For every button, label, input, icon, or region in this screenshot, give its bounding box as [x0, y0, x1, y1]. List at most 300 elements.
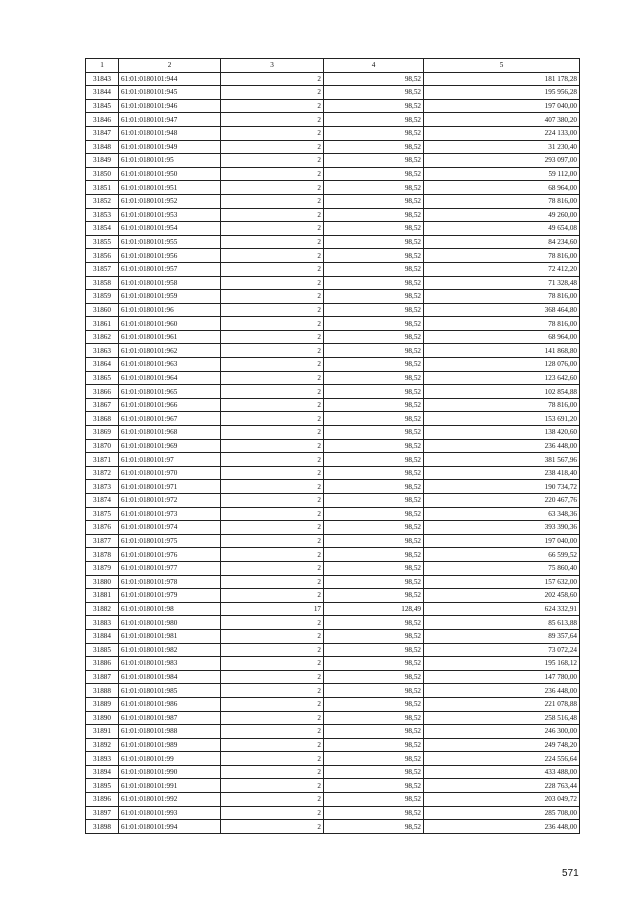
table-cell: 61:01:0180101:992: [119, 793, 221, 807]
table-row: [86, 602, 580, 616]
table-cell: 31850: [86, 167, 119, 181]
table-cell: 2: [221, 629, 324, 643]
table-cell: 78 816,00: [424, 194, 580, 208]
table-cell: 190 734,72: [424, 480, 580, 494]
table-cell: 2: [221, 521, 324, 535]
table-cell: 31873: [86, 480, 119, 494]
table-cell: 98,52: [324, 521, 424, 535]
table-cell: 31869: [86, 426, 119, 440]
table-cell: 59 112,00: [424, 167, 580, 181]
table-cell: 128,49: [324, 602, 424, 616]
table-cell: 2: [221, 575, 324, 589]
table-cell: 31889: [86, 697, 119, 711]
table-cell: 31886: [86, 657, 119, 671]
table-cell: 98,52: [324, 711, 424, 725]
table-cell: 98,52: [324, 657, 424, 671]
table-row: [86, 738, 580, 752]
table-cell: 98,52: [324, 194, 424, 208]
table-cell: 31894: [86, 765, 119, 779]
table-row: [86, 140, 580, 154]
table-cell: 61:01:0180101:955: [119, 235, 221, 249]
table-cell: 128 076,00: [424, 358, 580, 372]
table-row: [86, 793, 580, 807]
table-cell: 98,52: [324, 371, 424, 385]
table-cell: 31867: [86, 398, 119, 412]
table-cell: 61:01:0180101:948: [119, 126, 221, 140]
table-cell: 31870: [86, 439, 119, 453]
table-cell: 98,52: [324, 494, 424, 508]
table-cell: 61:01:0180101:988: [119, 725, 221, 739]
table-cell: 31893: [86, 752, 119, 766]
table-row: [86, 330, 580, 344]
table-cell: 61:01:0180101:952: [119, 194, 221, 208]
table-cell: 407 380,20: [424, 113, 580, 127]
table-cell: 2: [221, 779, 324, 793]
table-cell: 31 230,40: [424, 140, 580, 154]
table-cell: 71 328,48: [424, 276, 580, 290]
table-cell: 98,52: [324, 616, 424, 630]
table-row: [86, 358, 580, 372]
table-cell: 31874: [86, 494, 119, 508]
table-cell: 31897: [86, 806, 119, 820]
table-row: [86, 507, 580, 521]
table-row: [86, 371, 580, 385]
table-cell: 61:01:0180101:975: [119, 534, 221, 548]
table-cell: 31855: [86, 235, 119, 249]
table-cell: 61:01:0180101:96: [119, 303, 221, 317]
table-cell: 31872: [86, 466, 119, 480]
table-cell: 31860: [86, 303, 119, 317]
table-cell: 98,52: [324, 575, 424, 589]
table-cell: 2: [221, 820, 324, 834]
table-cell: 78 816,00: [424, 249, 580, 263]
table-cell: 2: [221, 561, 324, 575]
table-cell: 236 448,00: [424, 820, 580, 834]
table-cell: 61:01:0180101:981: [119, 629, 221, 643]
table-cell: 197 040,00: [424, 534, 580, 548]
table-cell: 31858: [86, 276, 119, 290]
table-cell: 98,52: [324, 534, 424, 548]
table-cell: 236 448,00: [424, 684, 580, 698]
table-row: [86, 344, 580, 358]
table-cell: 31856: [86, 249, 119, 263]
table-cell: 147 780,00: [424, 670, 580, 684]
table-cell: 61:01:0180101:968: [119, 426, 221, 440]
table-cell: 31866: [86, 385, 119, 399]
table-cell: 2: [221, 371, 324, 385]
table-row: [86, 262, 580, 276]
table-cell: 2: [221, 412, 324, 426]
table-cell: 123 642,60: [424, 371, 580, 385]
table-cell: 98,52: [324, 412, 424, 426]
table-cell: 61:01:0180101:961: [119, 330, 221, 344]
table-cell: 2: [221, 317, 324, 331]
table-cell: 61:01:0180101:957: [119, 262, 221, 276]
table-cell: 31891: [86, 725, 119, 739]
table-cell: 98,52: [324, 276, 424, 290]
table-cell: 221 078,88: [424, 697, 580, 711]
table-row: [86, 86, 580, 100]
table-cell: 2: [221, 249, 324, 263]
table-cell: 98,52: [324, 738, 424, 752]
table-cell: 98,52: [324, 765, 424, 779]
table-cell: 98,52: [324, 167, 424, 181]
table-cell: 78 816,00: [424, 317, 580, 331]
table-cell: 2: [221, 262, 324, 276]
table-cell: 98,52: [324, 697, 424, 711]
table-row: [86, 99, 580, 113]
table-row: [86, 616, 580, 630]
table-cell: 66 599,52: [424, 548, 580, 562]
table-cell: 224 556,64: [424, 752, 580, 766]
table-cell: 68 964,00: [424, 330, 580, 344]
table-cell: 98,52: [324, 317, 424, 331]
table-cell: 61:01:0180101:991: [119, 779, 221, 793]
table-row: [86, 181, 580, 195]
table-cell: 2: [221, 303, 324, 317]
table-cell: 2: [221, 670, 324, 684]
table-row: [86, 222, 580, 236]
table-cell: 624 332,91: [424, 602, 580, 616]
table-cell: 78 816,00: [424, 398, 580, 412]
table-cell: 73 072,24: [424, 643, 580, 657]
table-cell: 98,52: [324, 779, 424, 793]
table-cell: 2: [221, 548, 324, 562]
table-cell: 31868: [86, 412, 119, 426]
table-cell: 49 260,00: [424, 208, 580, 222]
table-cell: 98,52: [324, 507, 424, 521]
table-cell: 61:01:0180101:959: [119, 290, 221, 304]
table-cell: 61:01:0180101:944: [119, 72, 221, 86]
table-cell: 31853: [86, 208, 119, 222]
table-cell: 2: [221, 276, 324, 290]
table-row: [86, 629, 580, 643]
table-cell: 31875: [86, 507, 119, 521]
table-cell: 31890: [86, 711, 119, 725]
table-cell: 31876: [86, 521, 119, 535]
table-cell: 75 860,40: [424, 561, 580, 575]
table-cell: 258 516,48: [424, 711, 580, 725]
table-row: [86, 521, 580, 535]
table-row: [86, 276, 580, 290]
table-cell: 61:01:0180101:994: [119, 820, 221, 834]
table-cell: 202 458,60: [424, 589, 580, 603]
table-cell: 31877: [86, 534, 119, 548]
table-row: [86, 480, 580, 494]
table-cell: 61:01:0180101:983: [119, 657, 221, 671]
table-cell: 31862: [86, 330, 119, 344]
table-cell: 98,52: [324, 670, 424, 684]
table-cell: 2: [221, 494, 324, 508]
table-cell: 98,52: [324, 480, 424, 494]
table-cell: 228 763,44: [424, 779, 580, 793]
table-row: [86, 548, 580, 562]
table-cell: 31851: [86, 181, 119, 195]
table-cell: 98,52: [324, 820, 424, 834]
table-cell: 61:01:0180101:965: [119, 385, 221, 399]
table-cell: 31871: [86, 453, 119, 467]
table-cell: 31884: [86, 629, 119, 643]
table-cell: 89 357,64: [424, 629, 580, 643]
table-cell: 98,52: [324, 466, 424, 480]
column-header-2: 2: [119, 59, 221, 73]
table-cell: 61:01:0180101:976: [119, 548, 221, 562]
table-cell: 2: [221, 711, 324, 725]
table-cell: 141 868,80: [424, 344, 580, 358]
table-cell: 31885: [86, 643, 119, 657]
table-cell: 31844: [86, 86, 119, 100]
table-cell: 61:01:0180101:97: [119, 453, 221, 467]
page-number: 571: [562, 868, 579, 879]
table-cell: 31887: [86, 670, 119, 684]
table-cell: 61:01:0180101:966: [119, 398, 221, 412]
table-cell: 98,52: [324, 398, 424, 412]
table-row: [86, 765, 580, 779]
table-row: [86, 643, 580, 657]
table-cell: 61:01:0180101:989: [119, 738, 221, 752]
table-cell: 31895: [86, 779, 119, 793]
table-cell: 72 412,20: [424, 262, 580, 276]
table-cell: 98,52: [324, 453, 424, 467]
table-cell: 31883: [86, 616, 119, 630]
table-row: [86, 235, 580, 249]
table-cell: 98,52: [324, 72, 424, 86]
column-header-3: 3: [221, 59, 324, 73]
table-cell: 61:01:0180101:978: [119, 575, 221, 589]
table-cell: 98,52: [324, 439, 424, 453]
table-cell: 2: [221, 439, 324, 453]
table-cell: 98,52: [324, 126, 424, 140]
table-cell: 31849: [86, 154, 119, 168]
column-header-5: 5: [424, 59, 580, 73]
table-cell: 2: [221, 167, 324, 181]
table-cell: 2: [221, 534, 324, 548]
table-row: [86, 820, 580, 834]
table-cell: 61:01:0180101:972: [119, 494, 221, 508]
table-row: [86, 412, 580, 426]
table-cell: 61:01:0180101:973: [119, 507, 221, 521]
table-row: [86, 806, 580, 820]
table-cell: 197 040,00: [424, 99, 580, 113]
table-cell: 2: [221, 208, 324, 222]
table-row: [86, 779, 580, 793]
table-row: [86, 439, 580, 453]
table-cell: 98,52: [324, 358, 424, 372]
table-cell: 203 049,72: [424, 793, 580, 807]
table-cell: 102 854,88: [424, 385, 580, 399]
table-cell: 98,52: [324, 548, 424, 562]
table-cell: 84 234,60: [424, 235, 580, 249]
table-cell: 2: [221, 222, 324, 236]
column-header-4: 4: [324, 59, 424, 73]
table-cell: 2: [221, 793, 324, 807]
table-row: [86, 752, 580, 766]
table-row: [86, 113, 580, 127]
table-cell: 61:01:0180101:969: [119, 439, 221, 453]
table-cell: 31896: [86, 793, 119, 807]
table-cell: 61:01:0180101:954: [119, 222, 221, 236]
table-row: [86, 657, 580, 671]
table-row: [86, 466, 580, 480]
table-cell: 98,52: [324, 344, 424, 358]
table-row: [86, 684, 580, 698]
table-cell: 98,52: [324, 208, 424, 222]
table-cell: 98,52: [324, 235, 424, 249]
table-cell: 2: [221, 752, 324, 766]
table-cell: 61:01:0180101:951: [119, 181, 221, 195]
table-row: [86, 561, 580, 575]
table-cell: 98,52: [324, 561, 424, 575]
table-cell: 61:01:0180101:963: [119, 358, 221, 372]
table-cell: 31882: [86, 602, 119, 616]
table-row: [86, 711, 580, 725]
table-row: [86, 290, 580, 304]
table-cell: 195 168,12: [424, 657, 580, 671]
table-cell: 61:01:0180101:977: [119, 561, 221, 575]
table-cell: 61:01:0180101:962: [119, 344, 221, 358]
table-cell: 2: [221, 113, 324, 127]
table-cell: 31888: [86, 684, 119, 698]
table-cell: 2: [221, 235, 324, 249]
table-cell: 2: [221, 140, 324, 154]
table-cell: 98,52: [324, 303, 424, 317]
table-cell: 61:01:0180101:949: [119, 140, 221, 154]
table-row: [86, 194, 580, 208]
table-cell: 98,52: [324, 589, 424, 603]
table-cell: 2: [221, 466, 324, 480]
table-cell: 31852: [86, 194, 119, 208]
table-row: [86, 303, 580, 317]
table-cell: 61:01:0180101:947: [119, 113, 221, 127]
table-cell: 393 390,36: [424, 521, 580, 535]
table-cell: 2: [221, 86, 324, 100]
table-cell: 236 448,00: [424, 439, 580, 453]
table-cell: 61:01:0180101:953: [119, 208, 221, 222]
table-cell: 61:01:0180101:980: [119, 616, 221, 630]
table-cell: 98,52: [324, 806, 424, 820]
table-cell: 31859: [86, 290, 119, 304]
table-cell: 61:01:0180101:984: [119, 670, 221, 684]
table-cell: 2: [221, 697, 324, 711]
table-cell: 31879: [86, 561, 119, 575]
table-cell: 2: [221, 453, 324, 467]
table-cell: 61:01:0180101:95: [119, 154, 221, 168]
table-cell: 61:01:0180101:987: [119, 711, 221, 725]
table-row: [86, 72, 580, 86]
table-row: [86, 494, 580, 508]
table-row: [86, 398, 580, 412]
table-cell: 2: [221, 290, 324, 304]
table-cell: 98,52: [324, 113, 424, 127]
table-cell: 2: [221, 589, 324, 603]
table-cell: 98,52: [324, 330, 424, 344]
table-row: [86, 575, 580, 589]
table-cell: 31865: [86, 371, 119, 385]
table-cell: 17: [221, 602, 324, 616]
table-cell: 2: [221, 181, 324, 195]
table-cell: 98,52: [324, 154, 424, 168]
table-cell: 31845: [86, 99, 119, 113]
table-cell: 98,52: [324, 86, 424, 100]
table-cell: 61:01:0180101:971: [119, 480, 221, 494]
table-cell: 238 418,40: [424, 466, 580, 480]
table-cell: 61:01:0180101:990: [119, 765, 221, 779]
table-cell: 85 613,88: [424, 616, 580, 630]
table-cell: 31854: [86, 222, 119, 236]
table-cell: 31892: [86, 738, 119, 752]
table-row: [86, 534, 580, 548]
table-cell: 433 488,00: [424, 765, 580, 779]
table-row: [86, 154, 580, 168]
table-row: [86, 126, 580, 140]
table-cell: 61:01:0180101:974: [119, 521, 221, 535]
table-cell: 68 964,00: [424, 181, 580, 195]
table-cell: 181 178,28: [424, 72, 580, 86]
table-cell: 98,52: [324, 385, 424, 399]
table-cell: 2: [221, 385, 324, 399]
table-cell: 2: [221, 426, 324, 440]
table-cell: 98,52: [324, 725, 424, 739]
table-cell: 2: [221, 725, 324, 739]
header-row: [86, 59, 580, 73]
table-cell: 2: [221, 194, 324, 208]
table-cell: 31864: [86, 358, 119, 372]
data-table: [85, 58, 580, 834]
table-cell: 2: [221, 154, 324, 168]
table-cell: 2: [221, 99, 324, 113]
table-cell: 61:01:0180101:985: [119, 684, 221, 698]
table-cell: 61:01:0180101:960: [119, 317, 221, 331]
table-cell: 61:01:0180101:970: [119, 466, 221, 480]
table-cell: 61:01:0180101:967: [119, 412, 221, 426]
table-row: [86, 725, 580, 739]
table-cell: 98,52: [324, 262, 424, 276]
table-cell: 98,52: [324, 99, 424, 113]
table-cell: 2: [221, 480, 324, 494]
table-row: [86, 317, 580, 331]
table-row: [86, 249, 580, 263]
table-cell: 2: [221, 330, 324, 344]
table-cell: 61:01:0180101:964: [119, 371, 221, 385]
table-cell: 49 654,08: [424, 222, 580, 236]
table-cell: 61:01:0180101:986: [119, 697, 221, 711]
table-cell: 2: [221, 507, 324, 521]
table-row: [86, 385, 580, 399]
table-cell: 98,52: [324, 249, 424, 263]
table-cell: 285 708,00: [424, 806, 580, 820]
table-cell: 2: [221, 344, 324, 358]
table-cell: 98,52: [324, 684, 424, 698]
column-header-1: 1: [86, 59, 119, 73]
table-cell: 31880: [86, 575, 119, 589]
table-row: [86, 426, 580, 440]
table-cell: 31847: [86, 126, 119, 140]
table-cell: 2: [221, 616, 324, 630]
table-cell: 98,52: [324, 290, 424, 304]
table-cell: 2: [221, 72, 324, 86]
table-cell: 224 133,00: [424, 126, 580, 140]
table-cell: 61:01:0180101:98: [119, 602, 221, 616]
table-cell: 2: [221, 126, 324, 140]
table-cell: 63 348,36: [424, 507, 580, 521]
table-cell: 2: [221, 358, 324, 372]
table-cell: 31848: [86, 140, 119, 154]
table-row: [86, 697, 580, 711]
table-cell: 368 464,80: [424, 303, 580, 317]
table-cell: 98,52: [324, 629, 424, 643]
table-row: [86, 167, 580, 181]
table-cell: 98,52: [324, 793, 424, 807]
